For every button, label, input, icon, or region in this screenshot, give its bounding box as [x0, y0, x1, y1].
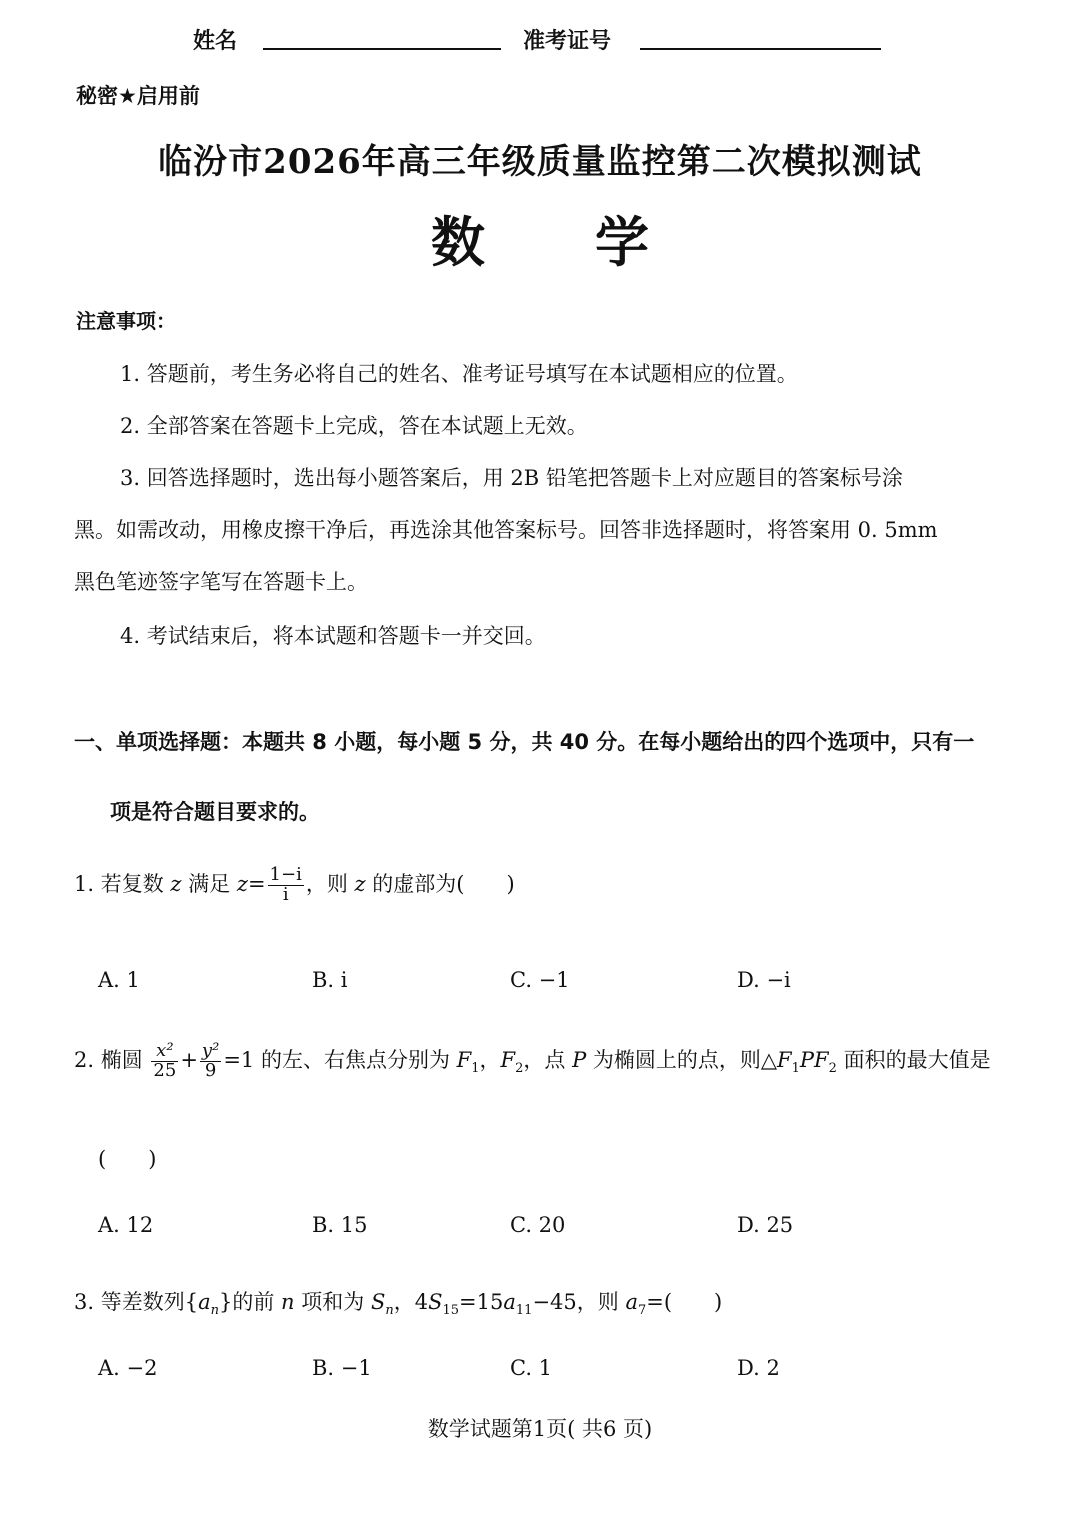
q2-fraction-y [200, 1042, 221, 1081]
notice-item-3-line-1: 3. 回答选择题时，选出每小题答案后，用 2B 铅笔把答题卡上对应题目的答案标号涂 [120, 466, 903, 490]
q2-text-1: 的左、右焦点分别为 [260, 1047, 450, 1072]
q2-prefix: 2. 椭圆 [74, 1047, 143, 1072]
q1-option-b: B. i [312, 968, 348, 992]
q3-a7: a [625, 1290, 638, 1314]
q1-option-d: D. −i [737, 968, 791, 992]
q3-option-a: A. −2 [98, 1356, 158, 1380]
q3-text-6: =( ) [646, 1290, 723, 1314]
q3-s: S [370, 1290, 386, 1314]
q1-fraction [268, 866, 304, 905]
notice-item-3-line-2: 黑。如需改动，用橡皮擦干净后，再选涂其他答案标号。回答非选择题时，将答案用 0. 5mm [74, 518, 938, 542]
q3-option-c: C. 1 [510, 1356, 553, 1380]
subject-char-2: 学 [595, 211, 649, 274]
question-2 [74, 1042, 991, 1081]
notice-item-1: 1. 答题前，考生务必将自己的姓名、准考证号填写在本试题相应的位置。 [120, 362, 798, 386]
q2-tri-f2-sub: 2 [828, 1061, 837, 1077]
exam-id-field[interactable] [640, 48, 881, 50]
subject-char-1: 数 [431, 211, 485, 274]
q3-s15-sub: 15 [442, 1303, 460, 1319]
q2-option-c: C. 20 [510, 1213, 566, 1237]
exam-id-label: 准考证号 [523, 29, 612, 54]
q3-text-2: 项和为 [301, 1290, 365, 1314]
section-1-heading-line-2: 项是符合题目要求的。 [110, 800, 320, 824]
q3-a11-sub: 11 [515, 1303, 533, 1319]
q2-tri-f1: F [777, 1047, 792, 1072]
q3-option-b: B. −1 [312, 1356, 372, 1380]
q2-option-b: B. 15 [312, 1213, 368, 1237]
q3-a: a [198, 1290, 211, 1314]
q2-tri-pf2: PF [799, 1047, 829, 1072]
page-footer: 数学试题第1页( 共6 页) [427, 1417, 653, 1441]
q3-n: n [281, 1290, 295, 1314]
name-label: 姓名 [193, 29, 238, 54]
q1-option-c: C. −1 [510, 968, 570, 992]
q2-frac-y-den: 9 [204, 1059, 217, 1081]
q2-comma: ， [479, 1047, 501, 1072]
q3-text-5: −45，则 [532, 1290, 619, 1314]
q3-text-1: }的前 [218, 1290, 275, 1314]
q2-eq-rhs: =1 [223, 1047, 255, 1072]
q2-frac-x-num: x² [151, 1042, 178, 1062]
notice-item-3-line-3: 黑色笔迹签字笔写在答题卡上。 [74, 570, 368, 594]
q1-suffix: ，则 [305, 871, 348, 896]
q3-s-sub: n [385, 1303, 394, 1319]
q2-tri-f1-sub: 1 [791, 1061, 800, 1077]
q2-f2-sub: 2 [515, 1061, 524, 1077]
secret-mark: 秘密★启用前 [76, 84, 200, 108]
q2-fraction-x [151, 1042, 178, 1081]
q1-prefix: 1. 若复数 [74, 871, 164, 896]
q2-p: P [572, 1047, 587, 1072]
q2-frac-x-den: 25 [153, 1059, 177, 1081]
q1-eq: = [247, 871, 266, 896]
q3-text-3: ，4 [393, 1290, 429, 1314]
q1-frac-den: i [282, 883, 289, 905]
q2-f2: F [500, 1047, 516, 1072]
q1-option-a: A. 1 [98, 968, 140, 992]
q2-f1-sub: 1 [471, 1061, 480, 1077]
q2-frac-y-num: y² [201, 1040, 220, 1061]
q2-option-d: D. 25 [737, 1213, 794, 1237]
q3-s15: S [428, 1290, 443, 1314]
q3-a-sub: n [210, 1303, 219, 1319]
q1-text: 满足 [188, 871, 231, 896]
q1-frac-num: 1−i [269, 864, 302, 885]
question-1 [74, 866, 515, 905]
name-field[interactable] [263, 48, 501, 50]
q3-prefix: 3. 等差数列{ [74, 1290, 199, 1314]
q2-option-a: A. 12 [98, 1213, 154, 1237]
q2-f1: F [456, 1047, 472, 1072]
q1-var: z [170, 871, 182, 896]
exam-title: 临汾市2026年高三年级质量监控第二次模拟测试 [158, 142, 922, 182]
notice-item-4: 4. 考试结束后，将本试题和答题卡一并交回。 [120, 624, 546, 648]
section-1-heading-line-1: 一、单项选择题：本题共 8 小题，每小题 5 分，共 40 分。在每小题给出的四个选项中，只有一 [74, 730, 975, 754]
q1-var: z [236, 871, 248, 896]
question-3 [74, 1286, 722, 1318]
subject-title [0, 200, 1080, 277]
q3-option-d: D. 2 [737, 1356, 780, 1380]
q1-suffix-2: 的虚部为( ) [372, 871, 515, 896]
q2-plus: + [180, 1047, 198, 1072]
q3-a11: a [503, 1290, 516, 1314]
q3-a7-sub: 7 [637, 1303, 647, 1319]
q2-text-2: ，点 [523, 1047, 566, 1072]
q3-text-4: =15 [459, 1290, 504, 1314]
q2-text-4: 面积的最大值是 [843, 1047, 991, 1072]
notice-item-2: 2. 全部答案在答题卡上完成，答在本试题上无效。 [120, 414, 588, 438]
q2-answer-paren: ( ) [98, 1147, 157, 1171]
q2-text-3: 为椭圆上的点，则△ [592, 1047, 778, 1072]
q1-var: z [354, 871, 366, 896]
notice-heading: 注意事项： [76, 309, 176, 333]
